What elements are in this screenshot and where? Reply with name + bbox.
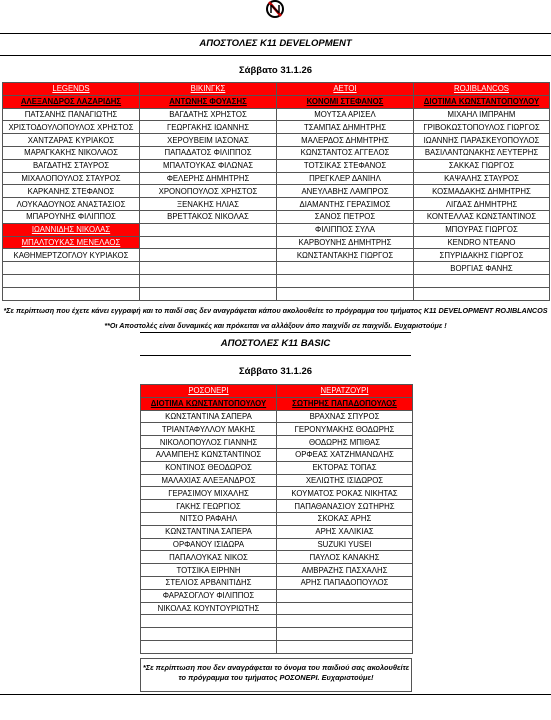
player-cell: ΚΟΥΜΑΤΟΣ ΡΟΚΑΣ ΝΙΚΗΤΑΣ [277, 487, 413, 500]
player-cell: ΚΑΡΚΑΝΗΣ ΣΤΕΦΑΝΟΣ [3, 185, 140, 198]
player-cell: ΒΡΕΤΤΑΚΟΣ ΝΙΚΟΛΑΣ [140, 210, 277, 223]
player-cell [277, 615, 413, 628]
player-cell: ΦΕΛΕΡΗΣ ΔΗΜΗΤΡΗΣ [140, 172, 277, 185]
dev-title: ΑΠΟΣΤΟΛΕΣ Κ11 DEVELOPMENT [199, 38, 352, 49]
player-cell: ΤΡΙΑΝΤΑΦΥΛΛΟΥ ΜΑΚΗΣ [141, 423, 277, 436]
player-cell [414, 274, 550, 287]
player-cell: ΣΑΝΟΣ ΠΕΤΡΟΣ [277, 210, 414, 223]
player-cell: ΝΙΤΣΟ ΡΑΦΑΗΛ [141, 512, 277, 525]
player-cell [3, 287, 140, 300]
player-cell: ΜΠΑΛΤΟΥΚΑΣ ΦΙΛΩΝΑΣ [140, 159, 277, 172]
player-cell: ΜΠΑΡΟΥΝΗΣ ΦΙΛΙΠΠΟΣ [3, 210, 140, 223]
coach-row [3, 95, 550, 108]
player-cell [140, 223, 277, 236]
team-name: ΑΕΤΟΙ [277, 83, 414, 96]
player-cell: ΝΙΚΟΛΟΠΟΥΛΟΣ ΓΙΑΝΝΗΣ [141, 436, 277, 449]
table-row [141, 576, 413, 589]
player-cell: ΦΑΡΑΣΟΓΛΟΥ ΦΙΛΙΠΠΟΣ [141, 589, 277, 602]
player-cell: ΜΟΥΤΣΑ ΑΡΙΣΕΛ [277, 108, 414, 121]
player-cell: ΛΙΓΔΑΣ ΔΗΜΗΤΡΗΣ [414, 198, 550, 211]
table-row [141, 423, 413, 436]
table-row [141, 564, 413, 577]
table-row [3, 172, 550, 185]
table-row [141, 525, 413, 538]
player-cell: ΒΑΓΔΑΤΗΣ ΧΡΗΣΤΟΣ [140, 108, 277, 121]
player-cell: ΓΡΙΒΟΚΩΣΤΟΠΟΥΛΟΣ ΓΙΩΡΓΟΣ [414, 121, 550, 134]
team-name: LEGENDS [3, 83, 140, 96]
dev-note-1: *Σε περίπτωση που έχετε κάνει εγγραφή και το παιδί σας δεν αναγράφεται κάπου ακολουθείτε το πρόγραμμα του τμήματος Κ11 DEVELOPMENT ROJIBLANCOS [3, 306, 548, 315]
player-cell: ΑΜΒΡΑΖΗΣ ΠΑΣΧΑΛΗΣ [277, 564, 413, 577]
table-row [141, 538, 413, 551]
player-cell: ΞΕΝΑΚΗΣ ΗΛΙΑΣ [140, 198, 277, 211]
player-cell: ΚΩΝΣΤΑΝΤΟΣ ΑΓΓΕΛΟΣ [277, 146, 414, 159]
table-row [141, 487, 413, 500]
player-cell: ΚΑΡΒΟΥΝΗΣ ΔΗΜΗΤΡΗΣ [277, 236, 414, 249]
player-cell: ΛΟΥΚΑΔΟΥΝΟΣ ΑΝΑΣΤΑΣΙΟΣ [3, 198, 140, 211]
player-cell: ΜΑΛΕΡΔΟΣ ΔΗΜΗΤΡΗΣ [277, 134, 414, 147]
table-row [3, 108, 550, 121]
player-cell [277, 589, 413, 602]
player-cell: KENDRO ΝΤΕΑΝΟ [414, 236, 550, 249]
player-cell: ΒΑΣΙΛΑΝΤΩΝΑΚΗΣ ΛΕΥΤΕΡΗΣ [414, 146, 550, 159]
player-cell: ΧΕΡΟΥΒΕΙΜ ΙΑΣΟΝΑΣ [140, 134, 277, 147]
table-row [3, 223, 550, 236]
table-row [3, 198, 550, 211]
player-cell [414, 287, 550, 300]
club-logo [263, 0, 287, 18]
player-cell [140, 262, 277, 275]
player-cell: ΠΑΠΑΔΑΤΟΣ ΦΙΛΙΠΠΟΣ [140, 146, 277, 159]
table-row [141, 615, 413, 628]
table-row [3, 249, 550, 262]
team-name: ΡΟΣΟΝΕΡΙ [141, 385, 277, 398]
basic-date: Σάββατο 31.1.26 [238, 366, 313, 377]
player-cell: ΜΑΛΑΧΙΑΣ ΑΛΕΞΑΝΔΡΟΣ [141, 474, 277, 487]
coach-name: ΚΟΝΟΜΙ ΣΤΕΦΑΝΟΣ [277, 95, 414, 108]
dev-date: Σάββατο 31.1.26 [238, 65, 313, 76]
player-cell: ΤΟΤΣΙΚΑ ΕΙΡΗΝΗ [141, 564, 277, 577]
player-cell: ΠΑΠΑΘΑΝΑΣΙΟΥ ΣΩΤΗΡΗΣ [277, 500, 413, 513]
player-cell: ΣΠΥΡΙΔΑΚΗΣ ΓΙΩΡΓΟΣ [414, 249, 550, 262]
dev-roster-table [2, 82, 550, 301]
player-cell: ΝΙΚΟΛΑΣ ΚΟΥΝΤΟΥΡΙΩΤΗΣ [141, 602, 277, 615]
divider [0, 694, 551, 695]
table-row [3, 210, 550, 223]
coach-name: ΑΛΕΞΑΝΔΡΟΣ ΛΑΖΑΡΙΔΗΣ [3, 95, 140, 108]
player-cell: ΓΕΩΡΓΑΚΗΣ ΙΩΑΝΝΗΣ [140, 121, 277, 134]
player-cell [140, 249, 277, 262]
player-cell: ΠΑΠΑΛΟΥΚΑΣ ΝΙΚΟΣ [141, 551, 277, 564]
player-cell: ΑΡΗΣ ΠΑΠΑΔΟΠΟΥΛΟΣ [277, 576, 413, 589]
table-row [3, 159, 550, 172]
player-cell: ΚΑΘΗΜΕΡΤΖΟΓΛΟΥ ΚΥΡΙΑΚΟΣ [3, 249, 140, 262]
table-row [3, 262, 550, 275]
table-row [141, 512, 413, 525]
player-cell: ΠΡΕΓΚΛΕΡ ΔΑΝΙΗΛ [277, 172, 414, 185]
table-row [3, 146, 550, 159]
player-cell: ΑΝΕΥΛΑΒΗΣ ΛΑΜΠΡΟΣ [277, 185, 414, 198]
table-row [141, 551, 413, 564]
coach-name: ΣΩΤΗΡΗΣ ΠΑΠΑΔΟΠΟΥΛΟΣ [277, 397, 413, 410]
table-row [141, 436, 413, 449]
player-cell: ΜΠΟΥΡΑΣ ΓΙΩΡΓΟΣ [414, 223, 550, 236]
table-row [141, 448, 413, 461]
player-cell: ΧΕΛΙΩΤΗΣ ΙΣΙΔΩΡΟΣ [277, 474, 413, 487]
player-cell: ΤΣΑΜΠΑΣ ΔΗΜΗΤΡΗΣ [277, 121, 414, 134]
player-cell: ΦΙΛΙΠΠΟΣ ΣΥΛΑ [277, 223, 414, 236]
player-cell: ΤΟΤΣΙΚΑΣ ΣΤΕΦΑΝΟΣ [277, 159, 414, 172]
table-row [3, 274, 550, 287]
player-cell [141, 640, 277, 653]
table-row [141, 500, 413, 513]
table-row [3, 287, 550, 300]
player-cell: ΧΡΙΣΤΟΔΟΥΛΟΠΟΥΛΟΣ ΧΡΗΣΤΟΣ [3, 121, 140, 134]
player-cell [3, 274, 140, 287]
table-row [3, 185, 550, 198]
table-row [141, 628, 413, 641]
player-cell: ΧΡΟΝΟΠΟΥΛΟΣ ΧΡΗΣΤΟΣ [140, 185, 277, 198]
player-cell: ΒΡΑΧΝΑΣ ΣΠΥΡΟΣ [277, 410, 413, 423]
player-cell: ΒΟΡΓΙΑΣ ΦΑΝΗΣ [414, 262, 550, 275]
player-cell: ΣΚΟΚΑΣ ΑΡΗΣ [277, 512, 413, 525]
player-cell: ΒΑΓΔΑΤΗΣ ΣΤΑΥΡΟΣ [3, 159, 140, 172]
table-row [3, 121, 550, 134]
player-cell [277, 602, 413, 615]
table-row [3, 236, 550, 249]
player-cell: ΘΟΔΩΡΗΣ ΜΠΙΘΑΣ [277, 436, 413, 449]
player-cell [3, 262, 140, 275]
player-cell: ΓΕΡΟΝΥΜΑΚΗΣ ΘΟΔΩΡΗΣ [277, 423, 413, 436]
player-cell [277, 640, 413, 653]
player-cell: ΚΟΝΤΕΛΛΑΣ ΚΩΝΣΤΑΝΤΙΝΟΣ [414, 210, 550, 223]
player-cell: ΙΩΑΝΝΗΣ ΠΑΡΑΣΚΕΥΟΠΟΥΛΟΣ [414, 134, 550, 147]
basic-roster-table [140, 384, 413, 654]
player-cell: ΧΑΝΤΖΑΡΑΣ ΚΥΡΙΑΚΟΣ [3, 134, 140, 147]
player-cell: ΟΡΦΕΑΣ ΧΑΤΖΗΜΑΝΩΛΗΣ [277, 448, 413, 461]
player-cell: ΜΑΡΑΓΚΑΚΗΣ ΝΙΚΟΛΑΟΣ [3, 146, 140, 159]
player-cell: ΔΙΑΜΑΝΤΗΣ ΓΕΡΑΣΙΜΟΣ [277, 198, 414, 211]
player-cell: ΑΡΗΣ ΧΑΛΙΚΙΑΣ [277, 525, 413, 538]
team-name: ROJIBLANCOS [414, 83, 550, 96]
table-row [141, 589, 413, 602]
player-cell [141, 628, 277, 641]
table-row [141, 461, 413, 474]
player-cell: SUZUKI YUSEI [277, 538, 413, 551]
team-header-row [141, 385, 413, 398]
player-cell: ΚΩΝΣΤΑΝΤΑΚΗΣ ΓΙΩΡΓΟΣ [277, 249, 414, 262]
player-cell: ΚΩΝΣΤΑΝΤΙΝΑ ΣΑΠΕΡΑ [141, 525, 277, 538]
player-cell: ΓΑΚΗΣ ΓΕΩΡΓΙΟΣ [141, 500, 277, 513]
player-cell [277, 262, 414, 275]
player-cell [140, 287, 277, 300]
player-cell: ΚΩΝΣΤΑΝΤΙΝΑ ΣΑΠΕΡΑ [141, 410, 277, 423]
player-cell: ΑΛΑΜΠΕΗΣ ΚΩΝΣΤΑΝΤΙΝΟΣ [141, 448, 277, 461]
table-row [141, 474, 413, 487]
player-cell: ΚΟΣΜΑΔΑΚΗΣ ΔΗΜΗΤΡΗΣ [414, 185, 550, 198]
player-cell: ΜΙΧΑΗΛ ΙΜΠΡΑΗΜ [414, 108, 550, 121]
coach-row [141, 397, 413, 410]
player-cell: ΕΚΤΟΡΑΣ ΤΟΠΑΣ [277, 461, 413, 474]
coach-name: ΔΙΟΤΙΜΑ ΚΩΝΣΤΑΝΤΟΠΟΥΛΟΥ [141, 397, 277, 410]
player-cell: ΜΙΧΑΛΟΠΟΥΛΟΣ ΣΤΑΥΡΟΣ [3, 172, 140, 185]
divider [140, 355, 411, 356]
player-cell: ΓΕΡΑΣΙΜΟΥ ΜΙΧΑΛΗΣ [141, 487, 277, 500]
player-cell: ΠΑΥΛΟΣ ΚΑΝΑΚΗΣ [277, 551, 413, 564]
divider [140, 332, 411, 333]
player-cell [140, 236, 277, 249]
team-name: ΒΙΚΙΝΓΚΣ [140, 83, 277, 96]
player-cell: ΣΤΕΛΙΟΣ ΑΡΒΑΝΙΤΙΔΗΣ [141, 576, 277, 589]
basic-note: *Σε περίπτωση που δεν αναγράφεται το όνομα του παιδιού σας ακολουθείτε το πρόγραμμα του τμήματος ΡΟΣΟΝΕΡΙ. Ευχαριστούμε! [140, 658, 412, 692]
player-cell: ΚΟΝΤΙΝΟΣ ΘΕΟΔΩΡΟΣ [141, 461, 277, 474]
coach-name: ΑΝΤΩΝΗΣ ΦΟΥΑΣΗΣ [140, 95, 277, 108]
player-cell: ΠΑΤΣΑΝΗΣ ΠΑΝΑΓΙΩΤΗΣ [3, 108, 140, 121]
coach-name: ΔΙΟΤΙΜΑ ΚΩΝΣΤΑΝΤΟΠΟΥΛΟΥ [414, 95, 550, 108]
player-cell: ΙΩΑΝΝΙΔΗΣ ΝΙΚΟΛΑΣ [3, 223, 140, 236]
player-cell: ΣΑΚΚΑΣ ΓΙΩΡΓΟΣ [414, 159, 550, 172]
player-cell: ΟΡΦΑΝΟΥ ΙΣΙΔΩΡΑ [141, 538, 277, 551]
divider [0, 55, 551, 56]
divider [0, 33, 551, 34]
table-row [3, 134, 550, 147]
player-cell [141, 615, 277, 628]
table-row [141, 410, 413, 423]
player-cell [277, 287, 414, 300]
basic-title: ΑΠΟΣΤΟΛΕΣ Κ11 BASIC [220, 338, 331, 349]
table-row [141, 602, 413, 615]
team-header-row [3, 83, 550, 96]
table-row [141, 640, 413, 653]
team-name: ΝΕΡΑΤΖΟΥΡΙ [277, 385, 413, 398]
player-cell: ΚΑΨΑΛΗΣ ΣΤΑΥΡΟΣ [414, 172, 550, 185]
dev-note-2: **Οι Αποστολές είναι δυναμικές και πρόκειται να αλλάξουν άπο παιχνίδι σε παιχνίδι. Ευχαριστούμε ! [104, 321, 447, 330]
player-cell [140, 274, 277, 287]
player-cell: ΜΠΑΛΤΟΥΚΑΣ ΜΕΝΕΛΑΟΣ [3, 236, 140, 249]
player-cell [277, 628, 413, 641]
player-cell [277, 274, 414, 287]
